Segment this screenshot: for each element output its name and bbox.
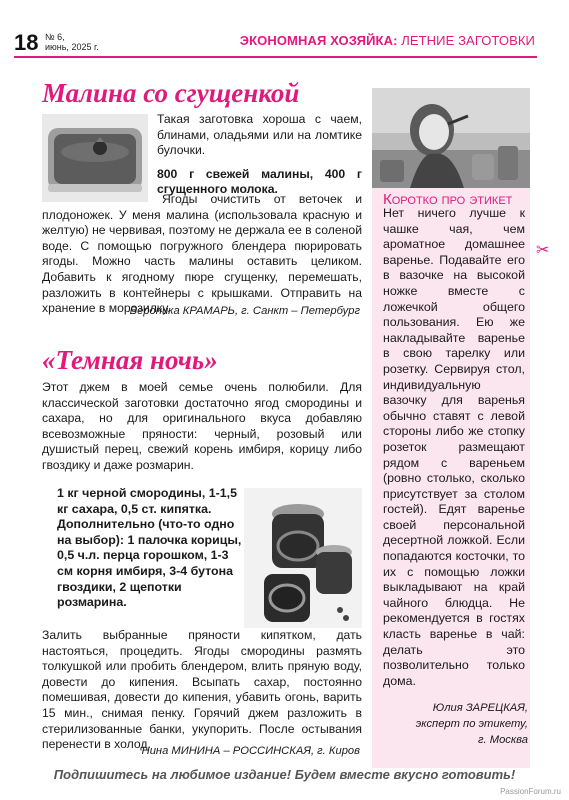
sidebar-signature xyxy=(416,700,528,748)
intro-text: Такая заготовка хороша с чаем, блинами, оладьями или на ломтике булочки. xyxy=(157,112,362,158)
footer-slogan: Подпишитесь на любимое издание! Будем вместе вкусно готовить! xyxy=(53,767,516,782)
sidebar-sig-role: эксперт по этикету, xyxy=(415,718,528,730)
section-title xyxy=(240,33,535,48)
ingredients-text: 800 г свежей малины, 400 г сгущенного молока. xyxy=(157,166,362,197)
photo-raspberry-container xyxy=(42,114,148,202)
watermark: PassionForum.ru xyxy=(500,787,561,796)
header-divider xyxy=(14,56,537,58)
sidebar-sig-city: г. Москва xyxy=(478,734,528,746)
page-number: 18 xyxy=(14,30,39,55)
photo-woman-with-jam xyxy=(372,88,530,188)
article-title: Малина со сгущенкой xyxy=(42,78,300,108)
scissors-icon: ✂ xyxy=(536,242,550,259)
issue-info xyxy=(45,32,99,52)
sidebar-text: Нет ничего лучше к чашке чая, чем ароматное домашнее варенье. Подавайте его в вазочке на высокой ножке вместе с ложечкой общего пользования. Ею же накладывайте варенье в свою тарелку или розетку. Сервируя стол, индивидуальную вазочку для варенья обычно ставят с левой стороны либо же стопку розеток размещают рядом с вареньем (ровно столько, сколько присутствует за столом гостей). Едят варенье своей персональной десертной ложкой. Если попадаются косточки, то их с помощью ложки выкладывают на край чайного блюдца. Не рекомендуется в гостях класть варенье в чай: делать это позволительно только дома. xyxy=(383,206,525,688)
article2-body: Залить выбранные пряности кипятком, дать настояться, процедить. Ягоды смородины размять толкушкой или пробить блендером, влить пряную воду, довести до кипения. Всыпать сахар, постоянно помешивая, довести до кипения, убавить огонь, варить 15 мин., снимая пенку. Горячий джем разложить в стерилизованные банки, укупорить. После остывания перенести в холод. xyxy=(42,628,362,752)
article-body xyxy=(42,192,362,317)
article-title-2: «Темная ночь» xyxy=(42,345,218,375)
article2-signature: Нина МИНИНА – РОССИНСКАЯ, г. Киров xyxy=(141,745,360,757)
sidebar-title: Коротко про этикет xyxy=(383,191,513,208)
photo-jam-jars xyxy=(244,488,362,628)
sidebar-sig-name: Юлия ЗАРЕЦКАЯ, xyxy=(432,702,528,714)
body-text: Ягоды очистить от веточек и плодоножек. У меня малина (использовала красную и желтую) не червивая, поэтому не держала ее в соленой воде. С помощью погружного блендера пюрировать ягоды. Можно часть малины оставить целиком. Добавить к ягодному пюре сгущенку, перемешать, разложить в контейнеры с крышками. Отправить на хранение в морозилку. xyxy=(42,192,362,316)
article-signature: Вероника КРАМАРЬ, г. Санкт – Петербург xyxy=(129,305,360,317)
article2-intro: Этот джем в моей семье очень полюбили. Для классической заготовки достаточно ягод смородины и сахара, но для оригинального вкуса добавляю всевозможные пряности: черный, розовый или душистый перец, свежий корень имбиря, корицу либо гвоздику и даже розмарин. xyxy=(42,380,362,472)
article2-ingredients: 1 кг черной смородины, 1-1,5 кг сахара, 0,5 ст. кипятка. Дополнительно (что-то одно на выбор): 1 палочка корицы, 0,5 ч.л. перца горошком, 1-3 см корня имбиря, 3-4 бутона гвоздики, 2 щепотки розмарина. xyxy=(57,486,242,610)
article-intro xyxy=(157,112,362,198)
issue-date: июнь, 2025 г. xyxy=(45,42,99,52)
section-title-light: ЛЕТНИЕ ЗАГОТОВКИ xyxy=(401,33,535,48)
issue-number: № 6, xyxy=(45,32,65,42)
section-title-bold: ЭКОНОМНАЯ ХОЗЯЙКА: xyxy=(239,33,398,48)
